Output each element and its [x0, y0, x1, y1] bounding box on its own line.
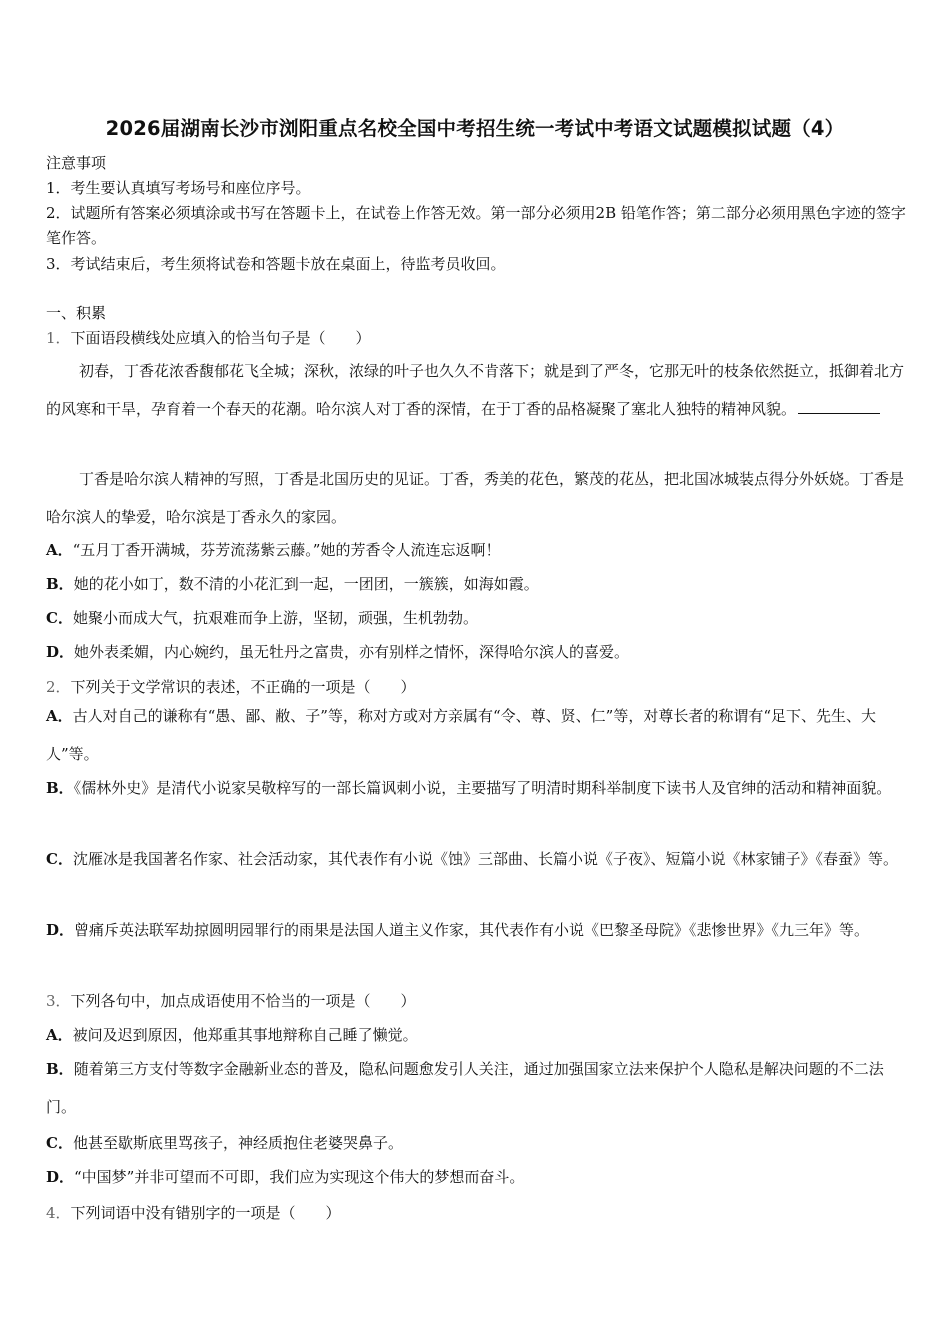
notice-item-1: 1．考生要认真填写考场号和座位序号。 [46, 179, 311, 197]
question-stem: 下列关于文学常识的表述，不正确的一项是（ ） [70, 678, 416, 696]
question-stem: 下列各句中，加点成语使用不恰当的一项是（ ） [70, 992, 416, 1010]
q1-option-b [46, 573, 539, 594]
section-heading: 一、积累 [46, 304, 107, 322]
answer-blank [798, 399, 880, 414]
exam-title: 2026届湖南长沙市浏阳重点名校全国中考招生统一考试中考语文试题模拟试题（4） [105, 117, 845, 140]
q3-option-b [46, 1050, 908, 1126]
option-text: 他甚至歇斯底里骂孩子，神经质抱住老婆哭鼻子。 [72, 1134, 403, 1152]
q1-option-a [46, 539, 500, 560]
question-stem: 下列词语中没有错别字的一项是（ ） [70, 1204, 341, 1222]
option-label: B． [46, 779, 74, 797]
q3-option-a [46, 1024, 418, 1045]
q1-passage-2: 丁香是哈尔滨人精神的写照，丁香是北国历史的见证。丁香，秀美的花色，繁茂的花丛，把北国冰城装点得分外妖娆。丁香是哈尔滨人的挚爱，哈尔滨是丁香永久的家园。 [46, 470, 905, 526]
option-text: 她外表柔媚，内心婉约，虽无牡丹之富贵，亦有别样之情怀，深得哈尔滨人的喜爱。 [74, 643, 630, 661]
question-number: 3． [46, 992, 71, 1010]
option-label: D． [46, 1168, 75, 1186]
option-label: A． [46, 541, 73, 559]
option-text: 她的花小如丁，数不清的小花汇到一起，一团团，一簇簇，如海如霞。 [73, 575, 539, 593]
option-text: 随着第三方支付等数字金融新业态的普及，隐私问题愈发引人关注，通过加强国家立法来保护个人隐私是解决问题的不二法门。 [46, 1060, 884, 1116]
notice-item-3: 3．考试结束后，考生须将试卷和答题卡放在桌面上，待监考员收回。 [46, 255, 506, 273]
q2-option-b [46, 769, 908, 807]
question-2 [46, 676, 416, 697]
option-label: A． [46, 707, 73, 725]
option-text: 曾痛斥英法联军劫掠圆明园罪行的雨果是法国人道主义作家，其代表作有小说《巴黎圣母院》《悲惨世界》《九三年》等。 [74, 921, 870, 939]
option-text: 被问及迟到原因，他郑重其事地辩称自己睡了懒觉。 [72, 1026, 418, 1044]
notice-heading: 注意事项 [46, 154, 107, 172]
q3-option-d [46, 1166, 524, 1187]
question-stem: 下面语段横线处应填入的恰当句子是（ ） [70, 329, 371, 347]
option-label: D． [46, 921, 75, 939]
question-1 [46, 327, 371, 348]
q1-passage-1 [46, 352, 908, 428]
q1-option-c [46, 607, 478, 628]
option-text: “中国梦”并非可望而不可即，我们应为实现这个伟大的梦想而奋斗。 [74, 1168, 525, 1186]
option-label: C． [46, 1134, 73, 1152]
passage-text: 初春，丁香花浓香馥郁花飞全城；深秋，浓绿的叶子也久久不肯落下；就是到了严冬，它那无叶的枝条依然挺立，抵御着北方的风寒和干旱，孕育着一个春天的花潮。哈尔滨人对丁香的深情，在于丁香的品格凝聚了塞北人独特的精神风貌。 [46, 362, 905, 418]
option-label: C． [46, 609, 73, 627]
option-text: 沈雁冰是我国著名作家、社会活动家，其代表作有小说《蚀》三部曲、长篇小说《子夜》、短篇小说《林家铺子》《春蚕》等。 [72, 850, 898, 868]
question-number: 1． [46, 329, 71, 347]
option-label: A． [46, 1026, 73, 1044]
notice-item-2: 2．试题所有答案必须填涂或书写在答题卡上，在试卷上作答无效。第一部分必须用2B 铅笔作答；第二部分必须用黑色字迹的签字笔作答。 [46, 204, 906, 247]
option-text: 《儒林外史》是清代小说家吴敬梓写的一部长篇讽刺小说，主要描写了明清时期科举制度下读书人及官绅的活动和精神面貌。 [73, 779, 892, 797]
question-3 [46, 990, 416, 1011]
question-number: 2． [46, 678, 71, 696]
q3-option-c [46, 1132, 403, 1153]
option-label: C． [46, 850, 73, 868]
option-text: 她聚小而成大气，抗艰难而争上游，坚韧，顽强，生机勃勃。 [72, 609, 478, 627]
q2-option-d [46, 911, 908, 949]
option-label: D． [46, 643, 75, 661]
q2-option-c [46, 840, 908, 878]
option-label: B． [46, 575, 74, 593]
question-4 [46, 1202, 341, 1223]
q2-option-a [46, 697, 908, 773]
option-text: “五月丁香开满城，芬芳流荡紫云藤。”她的芳香令人流连忘返啊！ [72, 541, 501, 559]
q1-option-d [46, 641, 629, 662]
question-number: 4． [46, 1204, 71, 1222]
option-label: B． [46, 1060, 74, 1078]
option-text: 古人对自己的谦称有“愚、鄙、敝、子”等，称对方或对方亲属有“令、尊、贤、仁”等，对尊长者的称谓有“足下、先生、大人”等。 [46, 707, 876, 763]
